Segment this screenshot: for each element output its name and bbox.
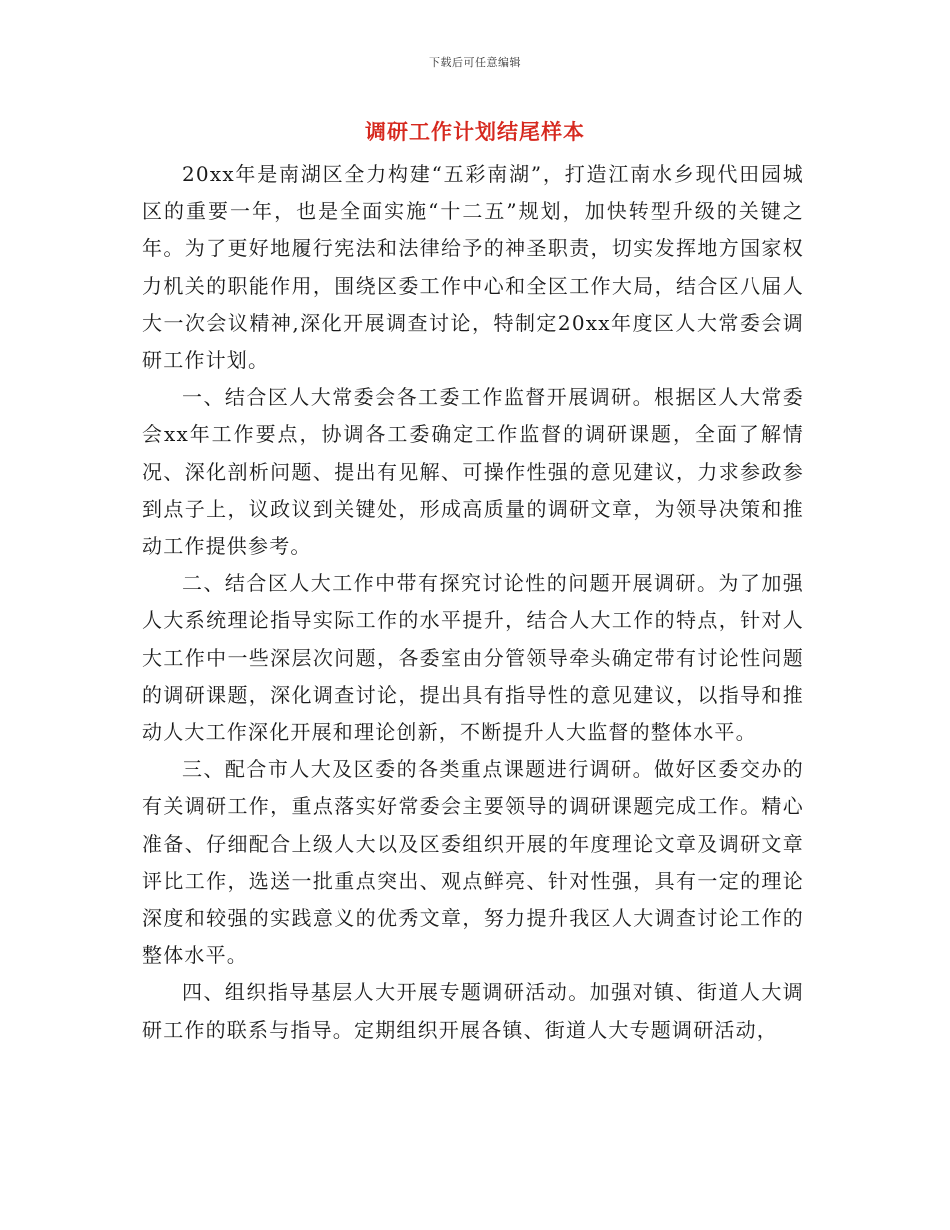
paragraph-item-1: 一、结合区人大常委会各工委工作监督开展调研。根据区人大常委会xx年工作要点，协调各工委确定工作监督的调研课题，全面了解情况、深化剖析问题、提出有见解、可操作性强的意见建议，力求参政参到点子上，议政议到关键处，形成高质量的调研文章，为领导决策和推动工作提供参考。: [142, 385, 804, 559]
paragraph-item-4: 四、组织指导基层人大开展专题调研活动。加强对镇、街道人大调研工作的联系与指导。定期组织开展各镇、街道人大专题调研活动，: [142, 980, 804, 1042]
document-body: [142, 156, 804, 1049]
header-note: 下载后可任意编辑: [429, 56, 521, 69]
document-title: 调研工作计划结尾样本: [365, 119, 585, 144]
paragraph-item-2: 二、结合区人大工作中带有探究讨论性的问题开展调研。为了加强人大系统理论指导实际工作的水平提升，结合人大工作的特点，针对人大工作中一些深层次问题，各委室由分管领导牵头确定带有讨论性问题的调研课题，深化调查讨论，提出具有指导性的意见建议，以指导和推动人大工作深化开展和理论创新，不断提升人大监督的整体水平。: [142, 571, 804, 745]
paragraph-intro: 20xx年是南湖区全力构建“五彩南湖”，打造江南水乡现代田园城区的重要一年，也是全面实施“十二五”规划，加快转型升级的关键之年。为了更好地履行宪法和法律给予的神圣职责，切实发挥地方国家权力机关的职能作用，围绕区委工作中心和全区工作大局，结合区八届人大一次会议精神,深化开展调查讨论，特制定20xx年度区人大常委会调研工作计划。: [142, 162, 804, 373]
paragraph-item-3: 三、配合市人大及区委的各类重点课题进行调研。做好区委交办的有关调研工作，重点落实好常委会主要领导的调研课题完成工作。精心准备、仔细配合上级人大以及区委组织开展的年度理论文章及调研文章评比工作，选送一批重点突出、观点鲜亮、针对性强，具有一定的理论深度和较强的实践意义的优秀文章，努力提升我区人大调查讨论工作的整体水平。: [142, 757, 804, 968]
